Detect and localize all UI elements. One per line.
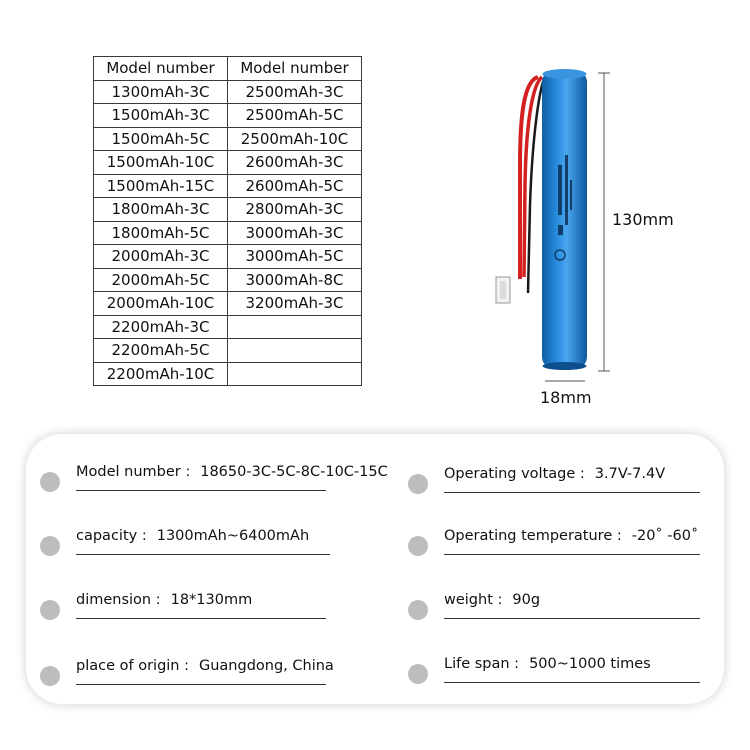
divider bbox=[76, 684, 326, 685]
divider bbox=[76, 554, 330, 555]
spec-label: dimension : bbox=[76, 592, 161, 608]
divider bbox=[444, 492, 700, 493]
table-cell: 1500mAh-5C bbox=[94, 127, 228, 151]
table-cell bbox=[228, 315, 362, 339]
model-table-body bbox=[94, 80, 362, 386]
divider bbox=[444, 618, 700, 619]
spec-panel bbox=[26, 434, 724, 704]
red-wire bbox=[524, 77, 542, 277]
bullet-icon bbox=[408, 600, 428, 620]
spec-value: Guangdong, China bbox=[198, 658, 334, 674]
spec-label: weight : bbox=[444, 592, 503, 608]
width-label: 18mm bbox=[540, 388, 592, 407]
bullet-icon bbox=[408, 536, 428, 556]
table-cell: 3200mAh-3C bbox=[228, 292, 362, 316]
table-row bbox=[94, 221, 362, 245]
battery-illustration bbox=[480, 55, 710, 415]
table-row bbox=[94, 151, 362, 175]
table-header: Model number bbox=[94, 57, 228, 81]
length-label: 130mm bbox=[612, 210, 674, 229]
divider bbox=[76, 490, 326, 491]
table-cell: 2500mAh-3C bbox=[228, 80, 362, 104]
spec-value: 1300mAh~6400mAh bbox=[156, 528, 310, 544]
bullet-icon bbox=[40, 472, 60, 492]
table-row bbox=[94, 339, 362, 363]
table-cell: 2500mAh-10C bbox=[228, 127, 362, 151]
spec-value: 18650-3C-5C-8C-10C-15C bbox=[200, 464, 388, 480]
table-cell: 3000mAh-8C bbox=[228, 268, 362, 292]
spec-label: place of origin : bbox=[76, 658, 189, 674]
divider bbox=[444, 554, 700, 555]
table-row bbox=[94, 292, 362, 316]
table-row bbox=[94, 315, 362, 339]
spec-label: Operating temperature : bbox=[444, 528, 622, 544]
table-cell: 2000mAh-10C bbox=[94, 292, 228, 316]
spec-label: Life span : bbox=[444, 656, 520, 672]
bullet-icon bbox=[408, 664, 428, 684]
bullet-icon bbox=[408, 474, 428, 494]
table-cell: 1300mAh-3C bbox=[94, 80, 228, 104]
spec-label: Model number : bbox=[76, 464, 191, 480]
battery-image bbox=[480, 55, 710, 415]
table-cell: 2200mAh-10C bbox=[94, 362, 228, 386]
table-header-row bbox=[94, 57, 362, 81]
table-cell: 1500mAh-10C bbox=[94, 151, 228, 175]
table-header: Model number bbox=[228, 57, 362, 81]
divider bbox=[444, 682, 700, 683]
bullet-icon bbox=[40, 666, 60, 686]
spec-value: -20˚ -60˚ bbox=[631, 528, 699, 544]
spec-value: 3.7V-7.4V bbox=[594, 466, 666, 482]
table-cell bbox=[228, 339, 362, 363]
bullet-icon bbox=[40, 536, 60, 556]
table-cell: 1500mAh-15C bbox=[94, 174, 228, 198]
model-table bbox=[93, 56, 362, 386]
spec-label: Operating voltage : bbox=[444, 466, 585, 482]
table-cell: 2800mAh-3C bbox=[228, 198, 362, 222]
table-cell bbox=[228, 362, 362, 386]
spec-value: 90g bbox=[512, 592, 541, 608]
table-row bbox=[94, 127, 362, 151]
table-cell: 1500mAh-3C bbox=[94, 104, 228, 128]
bullet-icon bbox=[40, 600, 60, 620]
divider bbox=[76, 618, 326, 619]
table-row bbox=[94, 80, 362, 104]
table-row bbox=[94, 104, 362, 128]
table-cell: 3000mAh-5C bbox=[228, 245, 362, 269]
table-cell: 2500mAh-5C bbox=[228, 104, 362, 128]
table-row bbox=[94, 245, 362, 269]
table-cell: 1800mAh-3C bbox=[94, 198, 228, 222]
table-row bbox=[94, 198, 362, 222]
table-cell: 3000mAh-3C bbox=[228, 221, 362, 245]
table-cell: 2200mAh-5C bbox=[94, 339, 228, 363]
table-row bbox=[94, 268, 362, 292]
spec-label: capacity : bbox=[76, 528, 147, 544]
battery-body bbox=[542, 71, 587, 368]
table-cell: 2600mAh-3C bbox=[228, 151, 362, 175]
table-cell: 1800mAh-5C bbox=[94, 221, 228, 245]
spec-value: 500~1000 times bbox=[529, 656, 651, 672]
table-cell: 2600mAh-5C bbox=[228, 174, 362, 198]
table-cell: 2000mAh-5C bbox=[94, 268, 228, 292]
table-row bbox=[94, 362, 362, 386]
spec-value: 18*130mm bbox=[170, 592, 253, 608]
table-cell: 2000mAh-3C bbox=[94, 245, 228, 269]
table-cell: 2200mAh-3C bbox=[94, 315, 228, 339]
table-row bbox=[94, 174, 362, 198]
